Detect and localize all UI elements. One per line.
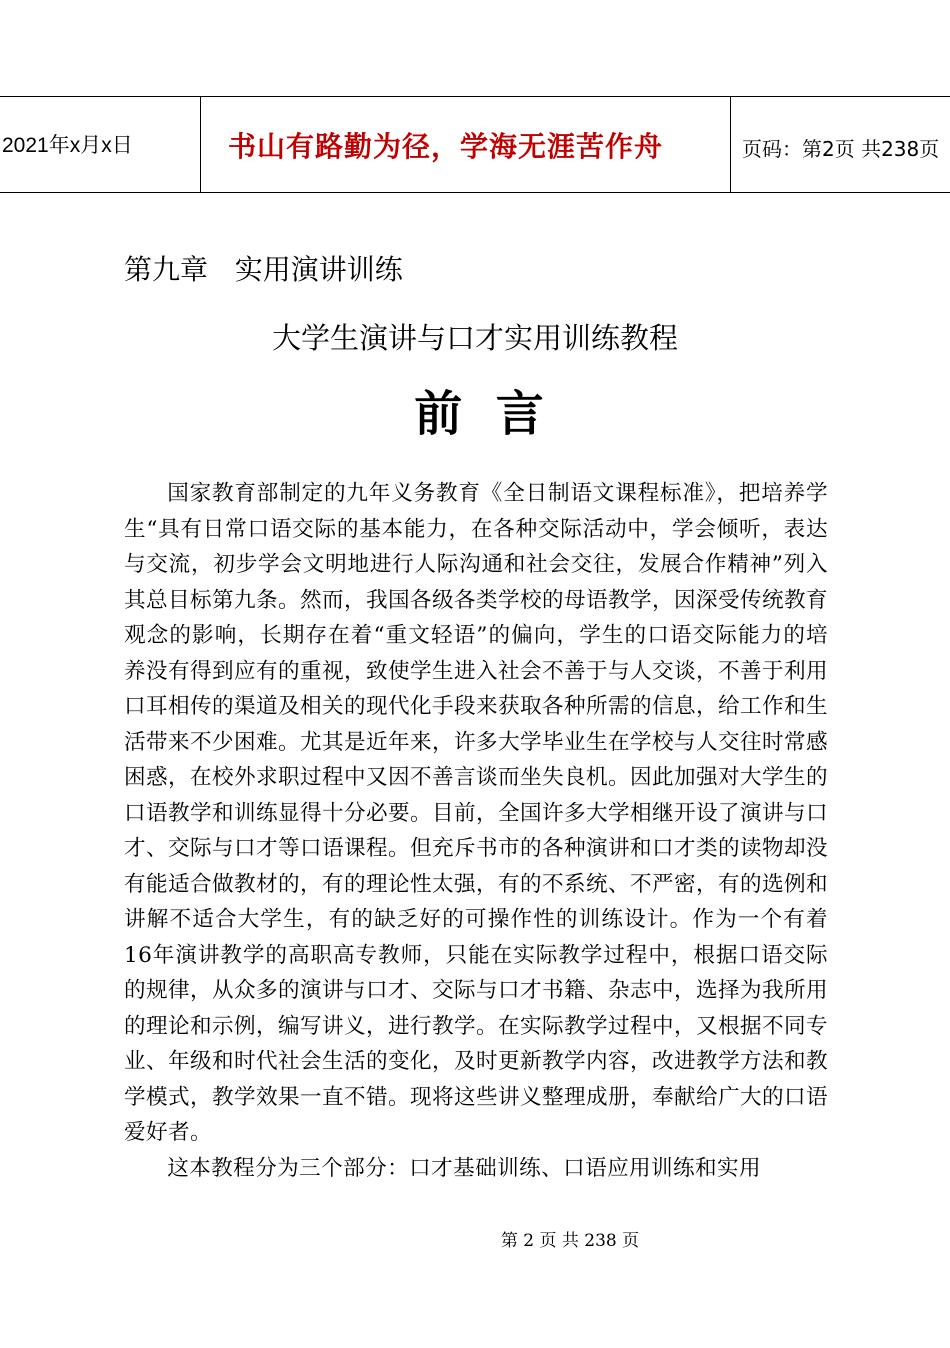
chapter-heading: 第九章 实用演讲训练 <box>124 253 403 286</box>
header-motto: 书山有路勤为径，学海无涯苦作舟 <box>228 130 664 163</box>
page-footer: 第 2 页 共 238 页 <box>500 1231 640 1251</box>
header-divider <box>200 97 201 192</box>
page-header <box>0 96 950 193</box>
header-date: 2021年x月x日 <box>2 134 133 157</box>
header-page-info: 页码：第2页 共238页 <box>742 137 940 161</box>
book-title: 大学生演讲与口才实用训练教程 <box>271 321 678 355</box>
header-divider <box>730 97 731 192</box>
section-title: 前 言 <box>414 386 544 442</box>
paragraph: 国家教育部制定的九年义务教育《全日制语文课程标准》，把培养学生“具有日常口语交际的基本能力，在各种交际活动中，学会倾听，表达与交流，初步学会文明地进行人际沟通和社会交往，发展合作精神”列入其总目标第九条。然而，我国各级各类学校的母语教学，因深受传统教育观念的影响，长期存在着“重文轻语”的偏向，学生的口语交际能力的培养没有得到应有的重视，致使学生进入社会不善于与人交谈，不善于利用口耳相传的渠道及相关的现代化手段来获取各种所需的信息，给工作和生活带来不少困难。尤其是近年来，许多大学毕业生在学校与人交往时常感困惑，在校外求职过程中又因不善言谈而坐失良机。因此加强对大学生的口语教学和训练显得十分必要。目前，全国许多大学相继开设了演讲与口才、交际与口才等口语课程。但充斥书市的各种演讲和口才类的读物却没有能适合做教材的，有的理论性太强，有的不系统、不严密，有的选例和讲解不适合大学生，有的缺乏好的可操作性的训练设计。作为一个有着16年演讲教学的高职高专教师，只能在实际教学过程中，根据口语交际的规律，从众多的演讲与口才、交际与口才书籍、杂志中，选择为我所用的理论和示例，编写讲义，进行教学。在实际教学过程中，又根据不同专业、年级和时代社会生活的变化，及时更新教学内容，改进教学方法和教学模式，教学效果一直不错。现将这些讲义整理成册，奉献给广大的口语爱好者。 <box>124 481 828 1145</box>
body-text <box>124 476 828 1186</box>
paragraph: 这本教程分为三个部分：口才基础训练、口语应用训练和实用 <box>167 1155 762 1181</box>
